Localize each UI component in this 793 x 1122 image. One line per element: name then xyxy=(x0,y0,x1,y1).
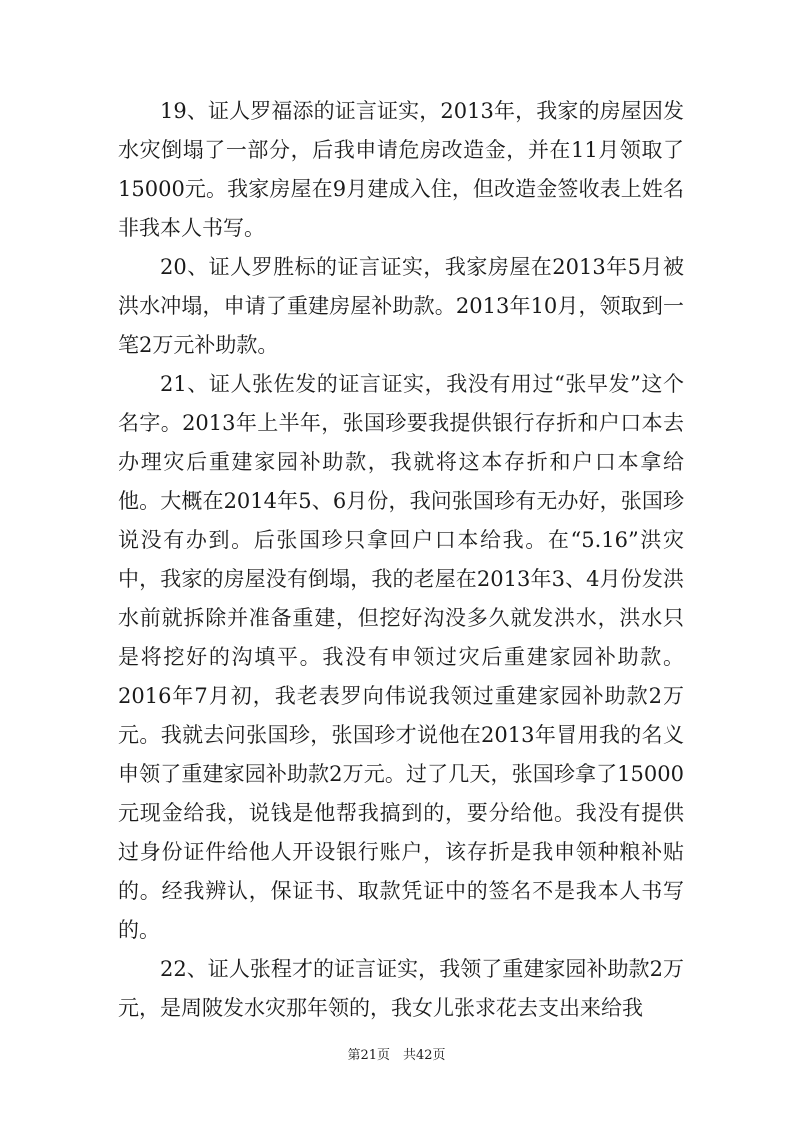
paragraph-19: 19、证人罗福添的证言证实，2013年，我家的房屋因发水灾倒塌了一部分，后我申请危房改造金，并在11月领取了15000元。我家房屋在9月建成入住，但改造金签收表上姓名非我本人书写。 xyxy=(118,99,684,240)
paragraph-20: 20、证人罗胜标的证言证实，我家房屋在2013年5月被洪水冲塌，申请了重建房屋补助款。2013年10月，领取到一笔2万元补助款。 xyxy=(118,255,684,357)
paragraph-22: 22、证人张程才的证言证实，我领了重建家园补助款2万元，是周陂发水灾那年领的，我女儿张求花去支出来给我 xyxy=(118,957,684,1020)
document-body xyxy=(118,92,684,1028)
page-footer: 第21页 共42页 xyxy=(347,1048,446,1063)
paragraph-21: 21、证人张佐发的证言证实，我没有用过“张早发”这个名字。2013年上半年，张国珍要我提供银行存折和户口本去办理灾后重建家园补助款，我就将这本存折和户口本拿给他。大概在2014年5、6月份，我问张国珍有无办好，张国珍说没有办到。后张国珍只拿回户口本给我。在“5.16”洪灾中，我家的房屋没有倒塌，我的老屋在2013年3、4月份发洪水前就拆除并准备重建，但挖好沟没多久就发洪水，洪水只是将挖好的沟填平。我没有申领过灾后重建家园补助款。2016年7月初，我老表罗向伟说我领过重建家园补助款2万元。我就去问张国珍，张国珍才说他在2013年冒用我的名义申领了重建家园补助款2万元。过了几天，张国珍拿了15000元现金给我，说钱是他帮我搞到的，要分给他。我没有提供过身份证件给他人开设银行账户，该存折是我申领种粮补贴的。经我辨认，保证书、取款凭证中的签名不是我本人书写的。 xyxy=(118,372,684,942)
